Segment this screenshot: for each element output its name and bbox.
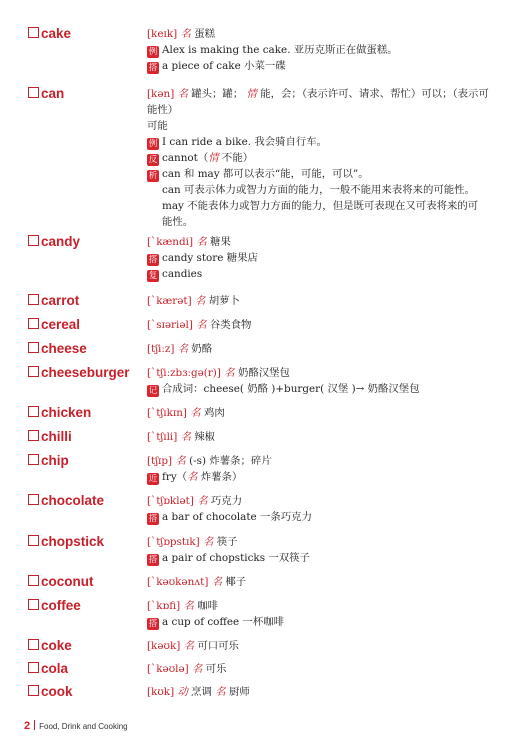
checkbox-icon[interactable] [28,318,39,329]
checkbox-icon[interactable] [28,406,39,417]
collocation-tag: 搭 [148,619,158,629]
collocation-tag: 搭 [148,63,158,73]
collocation-tag: 搭 [148,514,158,524]
headword: candy [28,234,80,250]
headword: can [28,86,64,102]
checkbox-icon[interactable] [28,494,39,505]
headword: chilli [28,429,72,445]
checkbox-icon[interactable] [28,430,39,441]
checkbox-icon[interactable] [28,366,39,377]
checkbox-icon[interactable] [28,454,39,465]
headword: cheeseburger [28,365,130,381]
headword: chip [28,453,69,469]
headword: carrot [28,293,79,309]
headword: chicken [28,405,91,421]
collocation-tag: 搭 [148,555,158,565]
footer-divider [34,720,35,730]
checkbox-icon[interactable] [28,294,39,305]
headword: cheese [28,341,87,357]
phonetic: [keɪk] [147,28,178,40]
checkbox-icon[interactable] [28,87,39,98]
headword: cola [28,661,68,677]
near-synonym-tag: 近 [148,474,158,484]
example-tag: 例 [148,47,158,57]
headword: coconut [28,574,94,590]
checkbox-icon[interactable] [28,639,39,650]
plural-tag: 复 [148,271,158,281]
memory-tag: 记 [148,386,158,396]
example-tag: 例 [148,139,158,149]
headword: cook [28,684,73,700]
checkbox-icon[interactable] [28,535,39,546]
headword: chopstick [28,534,104,550]
checkbox-icon[interactable] [28,27,39,38]
page-footer [24,720,128,732]
checkbox-icon[interactable] [28,662,39,673]
page-number: 2 [24,720,31,732]
checkbox-icon[interactable] [28,685,39,696]
headword: cake [28,26,71,42]
headword: chocolate [28,493,104,509]
dictionary-page: cake [keɪk] 名 蛋糕 例 Alex is making the cake. 亚历克斯正在做蛋糕。 搭 a piece of cake 小菜一碟 can [kən] 名 罐头；罐； 情 能，会；（表示许可、请求、帮忙）可以；（表示可能性） 可能 例 I can ride a bike. 我会骑自行车。 反 cannot（情 不能） 析 can 和 may 都可以表示“能，可能，可以”。 can 可表示体力或智力方面的能力，一般不能用来表将来的可能性。 may 不能表体力或智力方面的能力，但是既可表现在又可表将来的可 能性。 candy [ˋkændi] 名 糖果 搭 candy store 糖果店 复 candies carrot [ˋkærət] 名 胡萝卜 cereal [ˋsɪəriəl] 名 谷类食物 cheese [tʃiːz] 名 奶酪 cheeseburger [ˋtʃiːzbɜːgə(r)] 名 奶酪汉堡包 记 合成词：cheese( 奶酪 )+burger( 汉堡 )→ 奶酪汉堡包 chicken [ˋtʃɪkɪn] 名 鸡肉 chilli [ˋtʃɪli] 名 辣椒 chip [tʃɪp] 名 (-s) 炸薯条；碎片 近 fry（名 炸薯条） chocolate [ˋtʃɒklət] 名 巧克力 搭 a bar of chocolate 一条巧克力 chopstick [ˋtʃɒpstɪk] 名 筷子 搭 a pair of chopsticks 一双筷子 coconut [ˋkəʊkənʌt] 名 椰子 coffee [ˋkɒfi] 名 咖啡 搭 a cup of coffee 一杯咖啡 coke [kəʊk] 名 可口可乐 cola [ˋkəʊlə] 名 可乐 cook [kʊk] 动 烹调 名 厨师 2 Food, Drink and Cooking [24,26,489,732]
checkbox-icon[interactable] [28,235,39,246]
checkbox-icon[interactable] [28,342,39,353]
section-title: Food, Drink and Cooking [39,722,128,731]
checkbox-icon[interactable] [28,599,39,610]
headword: coffee [28,598,81,614]
checkbox-icon[interactable] [28,575,39,586]
antonym-tag: 反 [148,155,158,165]
headword: coke [28,638,72,654]
analysis-tag: 析 [148,171,158,181]
collocation-tag: 搭 [148,255,158,265]
headword: cereal [28,317,80,333]
